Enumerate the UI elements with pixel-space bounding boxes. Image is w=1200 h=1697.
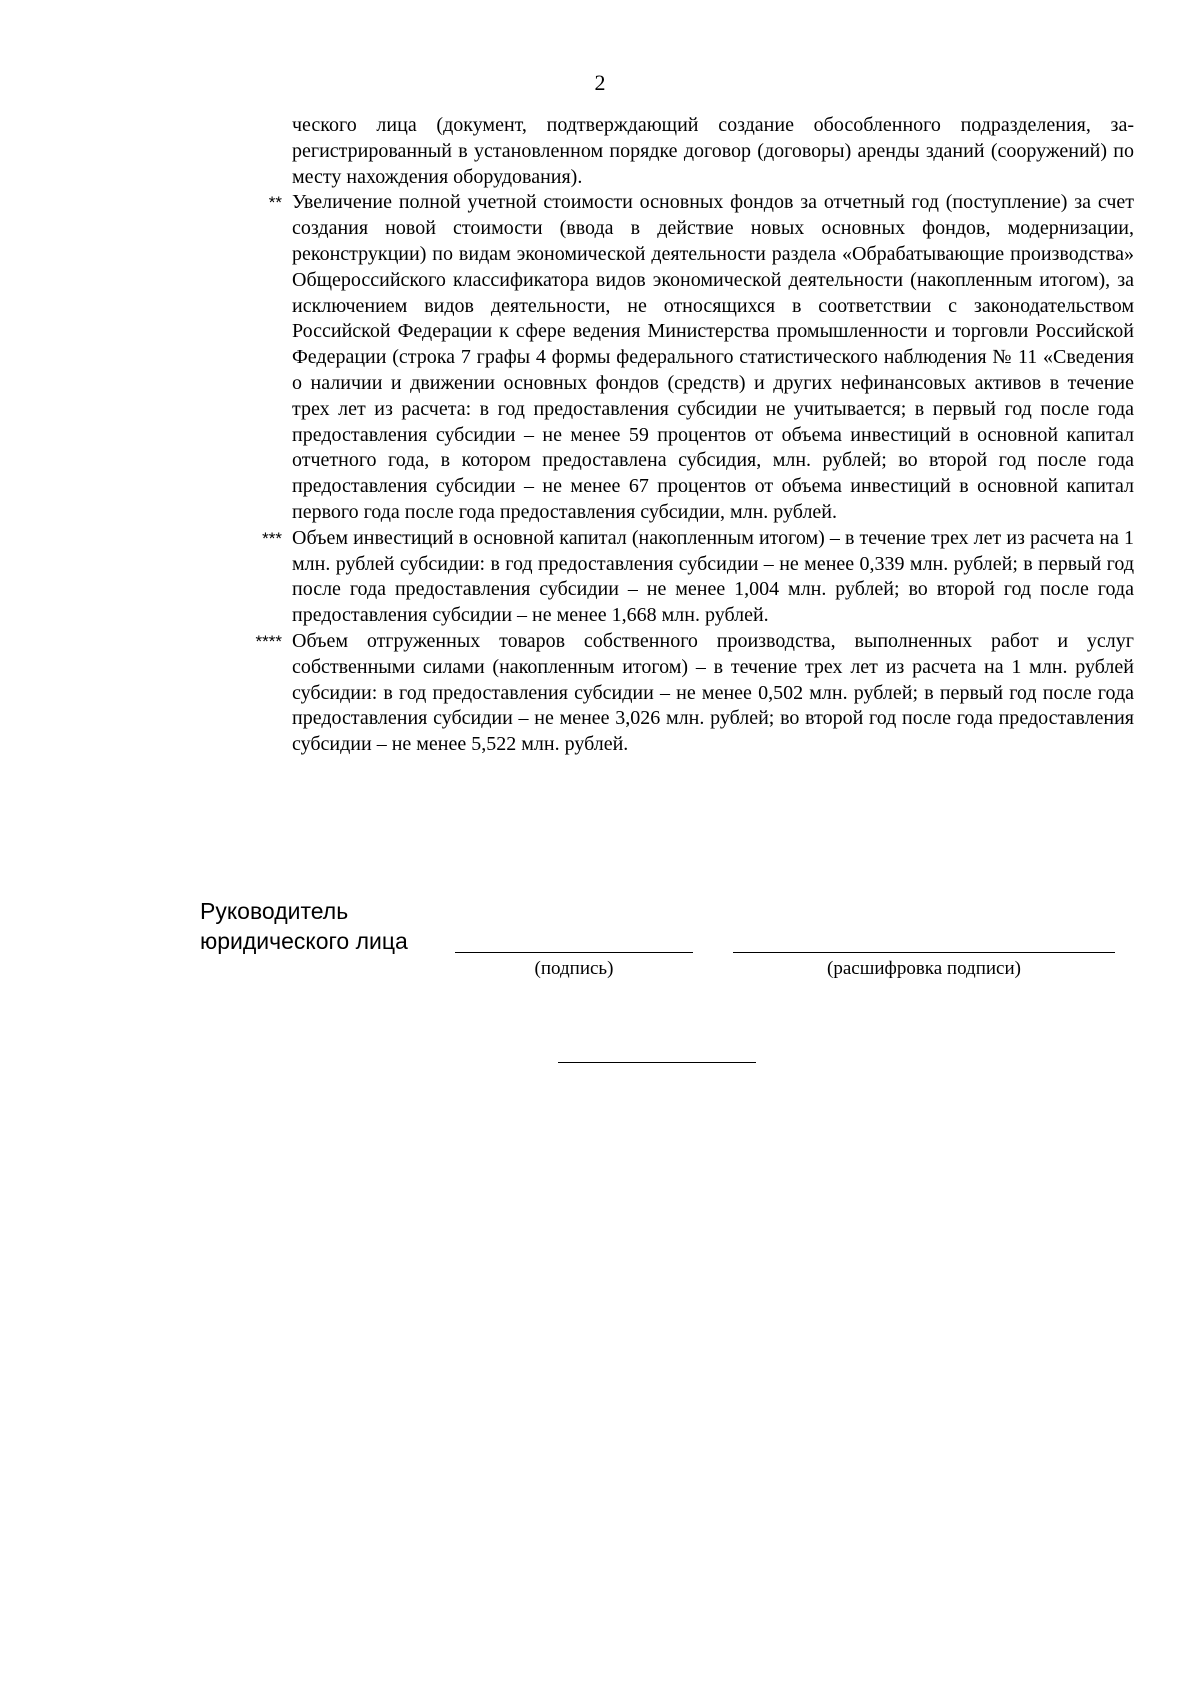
signature-caption: (подпись) [534, 958, 614, 979]
signature-line [455, 952, 693, 953]
footnote-text: ческого лица (документ, подтверждающий создание обособленного подразделения, зарегистрированный в установленном порядке договор (договоры) аренды зданий (сооружений) по месту нахождения оборудования). [292, 114, 1134, 188]
signature-decoding-line [733, 952, 1115, 953]
signature-decoding-caption: (расшифровка подписи) [827, 958, 1021, 979]
end-of-document-rule [558, 1062, 756, 1063]
footnote-marker: *** [262, 528, 282, 548]
signer-role-line-2: юридического лица [200, 928, 408, 954]
footnote-text: Увеличение полной учетной стоимости основных фондов за отчетный год (поступление) за счет создания новой стоимости (ввода в действие новых основных фондов, модернизации, реконструкции) по видам экономической деятельности раздела «Обрабатывающие производства» Общероссийского классификатора видов экономической деятельности (накопленным итогом), за исключением видов деятельности, не относящихся в соответствии с законодательством Российской Федерации к сфере ведения Министерства промышленности и торговли Российской Федерации (строка 7 графы 4 формы федерального статистического наблюдения № 11 «Сведения о наличии и движении основных фондов (средств) и других нефинансовых активов в течение трех лет из расчета: в год предоставления субсидии не учитывается; в первый год после года предоставления субсидии – не менее 59 процентов от объема инвестиций в основной капитал отчетного года, в котором предоставлена субсидия, млн. рублей; во второй год после года предоставления субсидии – не менее 67 процентов от объема инвестиций в основной капитал первого года после года предоставления субсидии, млн. рублей. [292, 191, 1134, 523]
footnote-marker: ** [268, 193, 282, 213]
page-number: 2 [594, 70, 606, 95]
footnote-triple-asterisk [0, 526, 1200, 629]
footnote-text: Объем инвестиций в основной капитал (накопленным итогом) – в течение трех лет из расчета на 1 млн. рублей субсидии: в год предоставления субсидии – не менее 0,339 млн. рублей; в первый год после года предоставления субсидии – не менее 1,004 млн. рублей; во второй год после года предоставления субсидии – не менее 1,668 млн. рублей. [292, 526, 1134, 627]
footnote-marker: **** [255, 631, 282, 651]
footnotes [0, 113, 1200, 758]
footnote-quadruple-asterisk [0, 629, 1200, 758]
footnote-double-asterisk [0, 190, 1200, 525]
signer-role-line-1: Руководитель [200, 898, 349, 924]
footnote-text: Объем отгруженных товаров собственного производства, выполненных работ и услуг собственными силами (накопленным итогом) – в течение трех лет из расчета на 1 млн. рублей субсидии: в год предоставления субсидии – не менее 0,502 млн. рублей; в первый год после года предоставления субсидии – не менее 3,026 млн. рублей; во второй год после года предоставления субсидии – не менее 5,522 млн. рублей. [292, 629, 1134, 756]
footnote-continuation [0, 113, 1200, 190]
